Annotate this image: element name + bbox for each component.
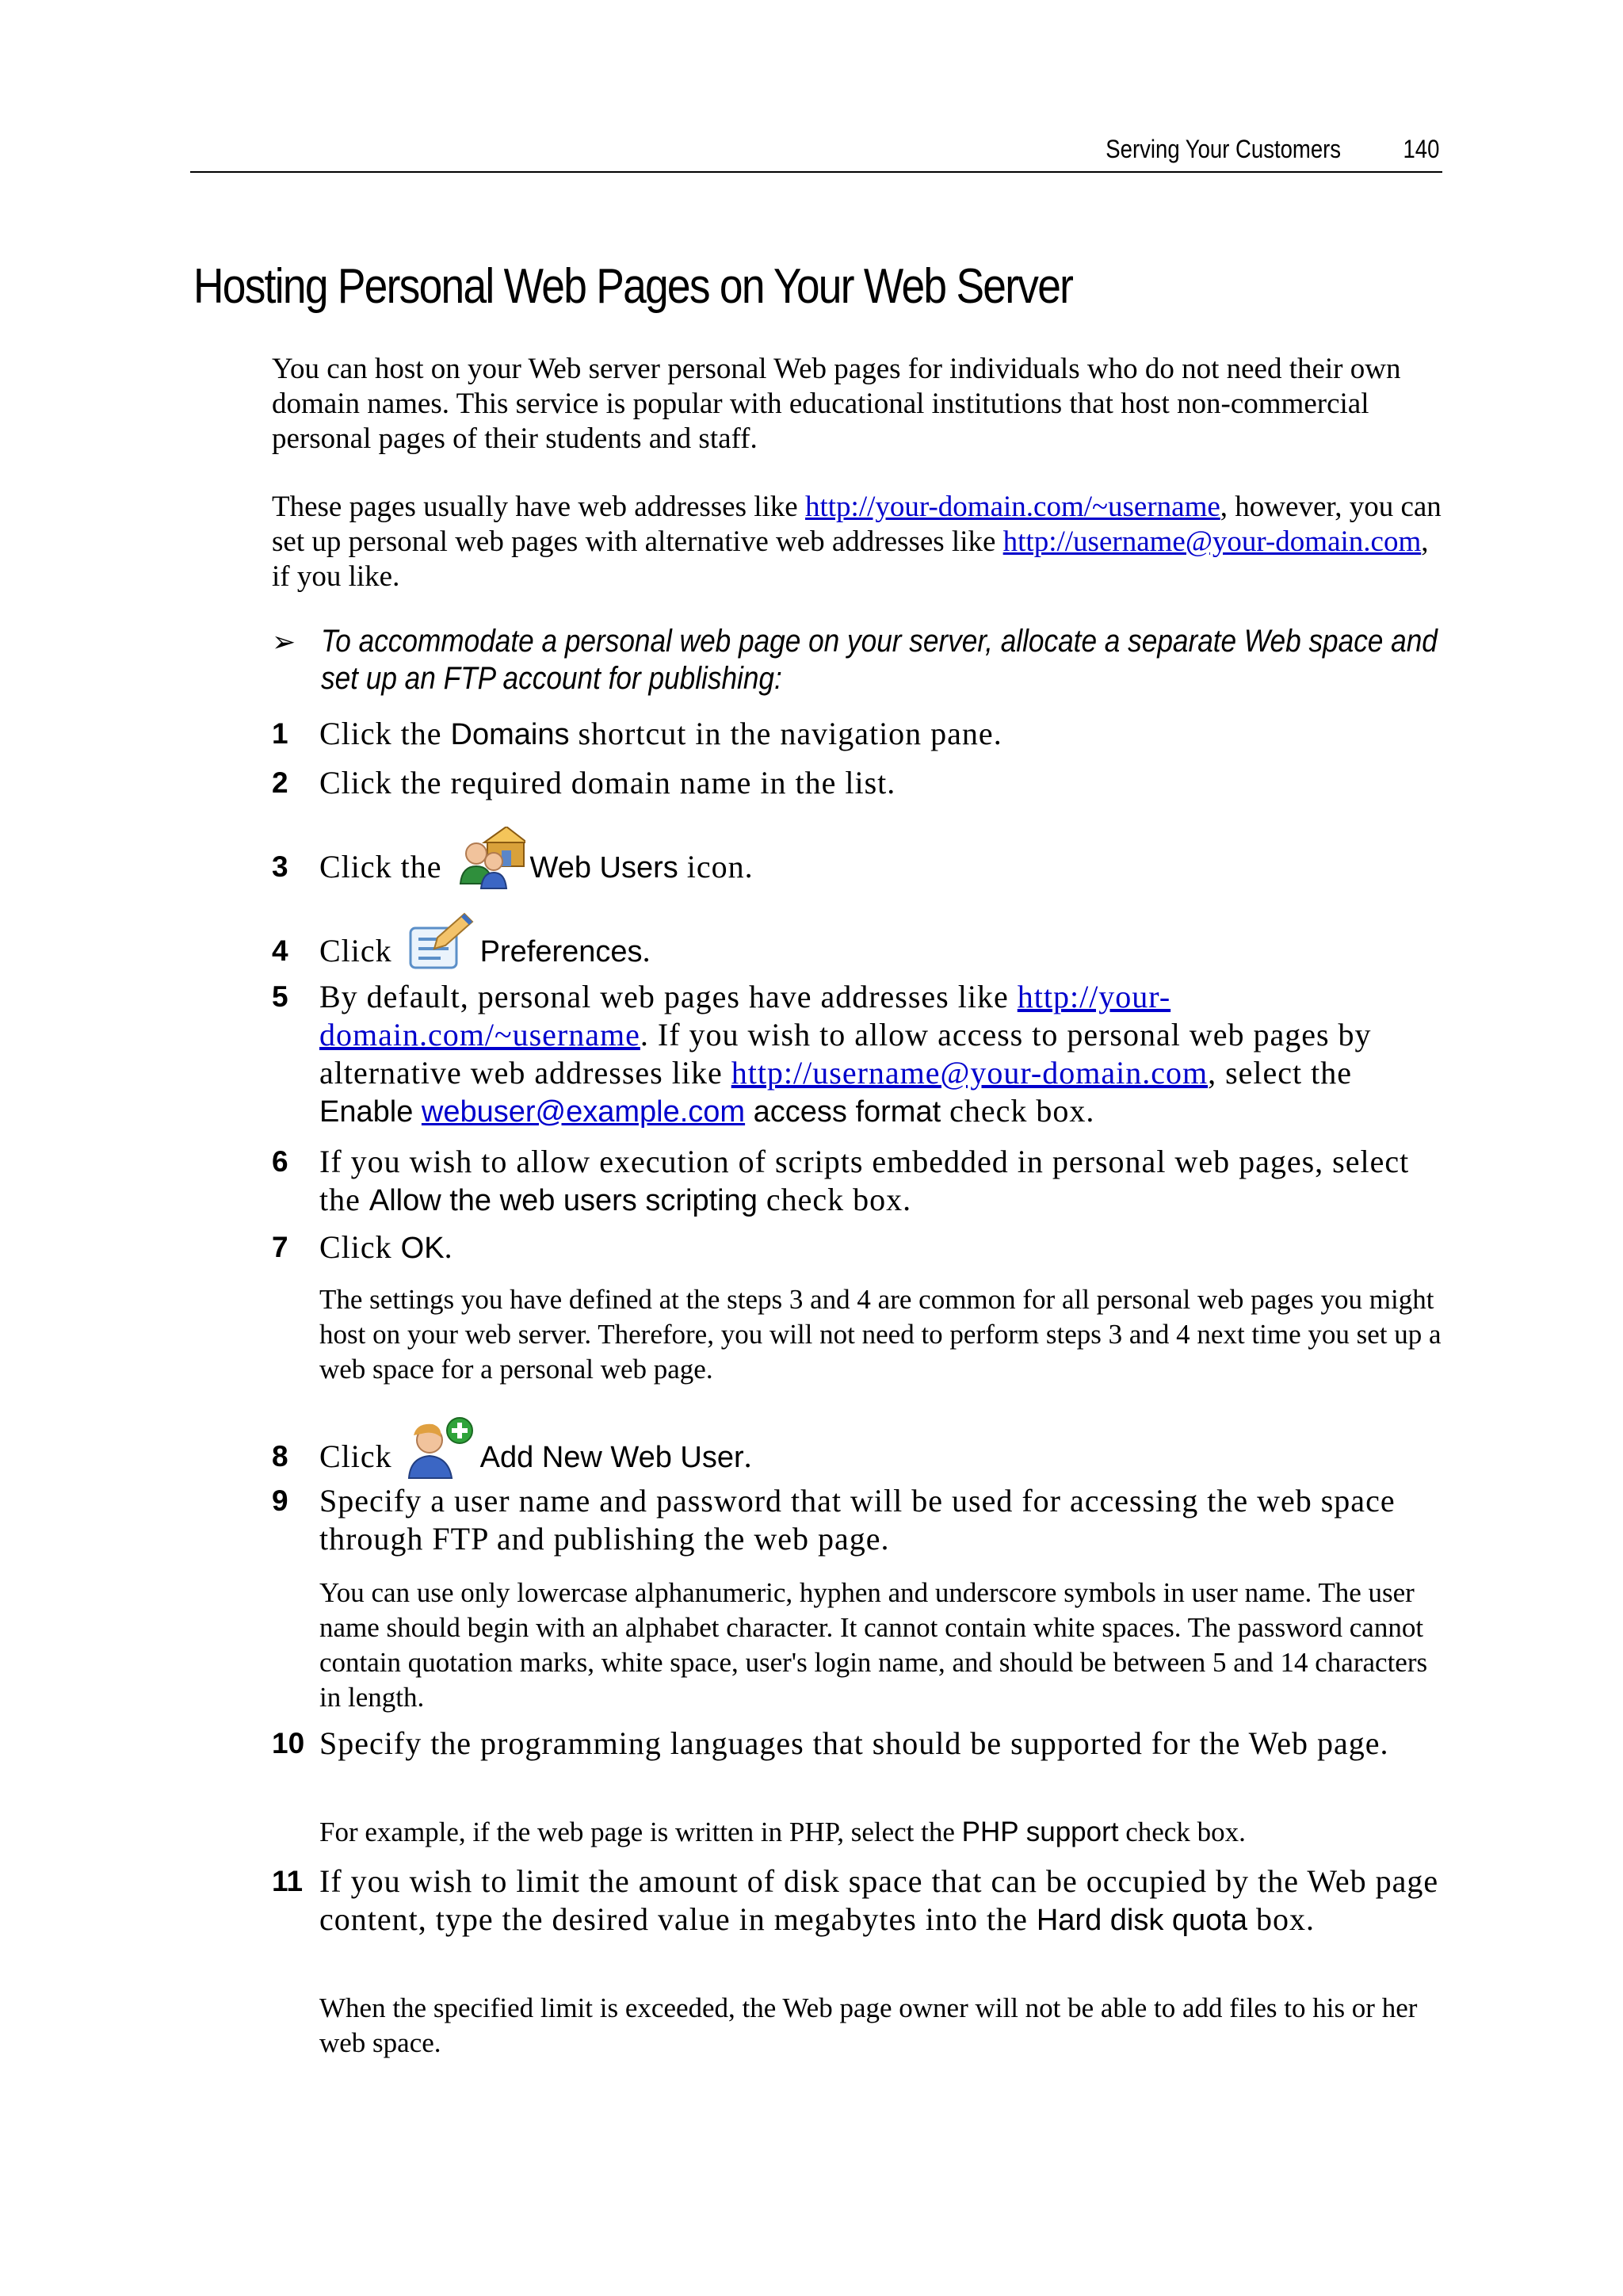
ui-allow-scripting: Allow the web users scripting bbox=[369, 1184, 758, 1217]
ui-ok: OK bbox=[400, 1232, 445, 1265]
link-tilde-username[interactable]: http://your-domain.com/~username bbox=[319, 979, 1171, 1052]
step-text: Click the required domain name in the list. bbox=[319, 765, 896, 800]
add-web-user-icon bbox=[406, 1416, 475, 1480]
link-username-at-domain[interactable]: http://username@your-domain.com bbox=[1002, 525, 1422, 558]
ui-preferences: Preferences bbox=[479, 935, 643, 968]
step-number: 3 bbox=[272, 850, 288, 883]
ui-php-support: PHP support bbox=[961, 1817, 1119, 1847]
step-number: 10 bbox=[272, 1727, 305, 1759]
step-text: By default, personal web pages have addresses like http://your-domain.com/~username. If you wish to allow access to personal web pages by alternative web addresses like http://username@your-domain.com, select the Enable webuser@example.com access format check box. bbox=[319, 979, 1372, 1129]
page-title: Hosting Personal Web Pages on Your Web Server bbox=[193, 259, 1073, 314]
step-text: If you wish to allow execution of scripts embedded in personal web pages, select the Allow the web users scripting check box. bbox=[319, 1144, 1410, 1217]
page-number: 140 bbox=[1403, 135, 1439, 163]
step-number: 7 bbox=[272, 1231, 288, 1263]
procedure-title: To accommodate a personal web page on your server, allocate a separate Web space and set up an FTP account for publishing: bbox=[321, 624, 1438, 696]
ui-enable-access-format: Enable webuser@example.com access format bbox=[319, 1095, 941, 1129]
step-number: 11 bbox=[272, 1865, 304, 1897]
step-text: Specify the programming languages that should be supported for the Web page. bbox=[319, 1725, 1389, 1761]
ui-web-users: Web Users bbox=[529, 851, 678, 884]
procedure-arrow-icon: ➢ bbox=[272, 625, 296, 658]
ui-add-new-web-user: Add New Web User bbox=[479, 1441, 744, 1474]
step-9-note: You can use only lowercase alphanumeric, hyphen and underscore symbols in user name. The user name should begin with an alphabet character. It cannot contain white spaces. The password cannot contain quotation marks, white space, user's login name, and should be between 5 and 14 characters in length. bbox=[319, 1577, 1428, 1713]
step-text: Click the Web Users icon. bbox=[319, 848, 1445, 890]
link-tilde-username[interactable]: http://your-domain.com/~username bbox=[804, 491, 1220, 523]
step-10-note: For example, if the web page is written in PHP, select the PHP support check box. bbox=[319, 1817, 1246, 1847]
intro-paragraph-1: You can host on your Web server personal Web pages for individuals who do not need their own domain names. This service is popular with educational institutions that host non-commercial personal pages of their students and staff. bbox=[272, 353, 1401, 455]
step-7-note: The settings you have defined at the steps 3 and 4 are common for all personal web pages you might host on your web server. Therefore, you will not need to perform steps 3 and 4 next time you set up a web space for a personal web page. bbox=[319, 1284, 1442, 1385]
ui-hard-disk-quota: Hard disk quota bbox=[1036, 1904, 1248, 1937]
step-text: Click the Domains shortcut in the navigation pane. bbox=[319, 716, 1002, 751]
step-text: Specify a user name and password that will be used for accessing the web space through FTP and publishing the web page. bbox=[319, 1483, 1396, 1557]
step-number: 5 bbox=[272, 980, 288, 1013]
link-username-at-domain[interactable]: http://username@your-domain.com bbox=[731, 1055, 1209, 1091]
step-text: Click Preferences. bbox=[319, 932, 1445, 974]
step-number: 1 bbox=[272, 717, 288, 750]
step-text: Click Add New Web User. bbox=[319, 1438, 1445, 1480]
step-number: 6 bbox=[272, 1145, 288, 1178]
preferences-icon bbox=[406, 911, 475, 974]
running-header-section: Serving Your Customers bbox=[1106, 135, 1341, 163]
web-users-icon bbox=[456, 827, 525, 890]
step-text: If you wish to limit the amount of disk space that can be occupied by the Web page content, type the desired value in megabytes into the Hard disk quota box. bbox=[319, 1863, 1439, 1937]
step-number: 8 bbox=[272, 1440, 288, 1473]
running-header bbox=[190, 133, 1442, 173]
step-11-note: When the specified limit is exceeded, the Web page owner will not be able to add files to his or her web space. bbox=[319, 1992, 1418, 2058]
step-number: 9 bbox=[272, 1484, 288, 1517]
intro-paragraph-2: These pages usually have web addresses like http://your-domain.com/~username, however, you can set up personal web pages with alternative web addresses like http://username@your-domain.com, if you like. bbox=[272, 491, 1442, 593]
ui-domains: Domains bbox=[450, 718, 570, 751]
step-text: Click OK. bbox=[319, 1229, 453, 1265]
ui-link-webuser-example: webuser@example.com bbox=[421, 1095, 746, 1129]
step-number: 2 bbox=[272, 766, 288, 799]
step-number: 4 bbox=[272, 934, 288, 967]
